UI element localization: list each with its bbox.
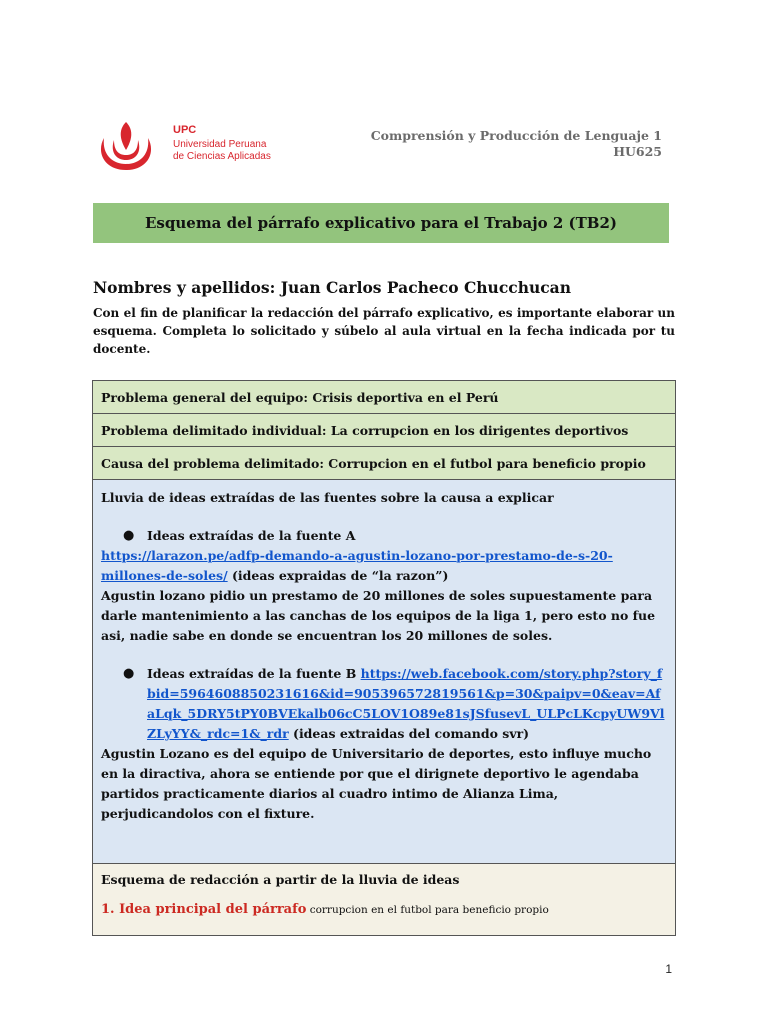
source-a-block (101, 546, 667, 586)
source-b-note: (ideas extraidas del comando svr) (288, 726, 530, 741)
main-idea-label: 1. Idea principal del párrafo (101, 902, 307, 917)
writing-scheme-cell (93, 864, 675, 935)
source-b-text: Agustin Lozano es del equipo de Universitario de deportes, esto influye mucho en la diractiva, ahora se entiende por que el dirignete deportivo le agendaba partidos practicamente diarios al cuadro intimo de Alianza Lima, perjudicandolos con el fixture. (101, 746, 652, 821)
main-idea (101, 901, 667, 917)
brainstorm-cell (93, 480, 675, 864)
logo-line-1: Universidad Peruana (173, 139, 267, 150)
upc-logo (94, 120, 294, 172)
source-a-label: Ideas extraídas de la fuente A (147, 528, 356, 543)
source-b-label: Ideas extraídas de la fuente B (147, 666, 361, 681)
general-problem-row: Problema general del equipo: Crisis deportiva en el Perú (93, 381, 675, 414)
page-number: 1 (665, 962, 672, 976)
scheme-table (92, 380, 676, 936)
course-code: HU625 (613, 144, 662, 159)
source-b-content (147, 664, 667, 744)
scheme-heading: Esquema de redacción a partir de la lluvia de ideas (101, 872, 460, 887)
source-a-note: (ideas expraidas de “la razon”) (227, 568, 449, 583)
upc-flame-icon (94, 120, 158, 172)
course-header (371, 128, 662, 160)
course-name: Comprensión y Producción de Lenguaje 1 (370, 128, 662, 143)
intro-paragraph: Con el fin de planificar la redacción del párrafo explicativo, es importante elaborar un esquema. Completa lo solicitado y súbelo al aula virtual en la fecha indicada por tu docente. (93, 306, 675, 356)
source-b-bullet (123, 664, 667, 744)
source-a-text: Agustin lozano pidio un prestamo de 20 millones de soles supuestamente para darle mantenimiento a las canchas de los equipos de la liga 1, pero esto no fue asi, nadie sabe en donde se encuentran los 20 millones de soles. (101, 588, 656, 643)
bullet-icon: ● (123, 666, 135, 681)
source-b-link[interactable]: https://web.facebook.com/story.php?story_fbid=5964608850231616&id=905396572819561&p=30&paipv=0&eav=AfaLqk_5DRY5tPY0BVEkalb06cC5LOV1O89e81sJSfusevL_ULPcLKcpyUW9VlZLyYY&_rdc=1&_rdr (147, 666, 665, 741)
bullet-icon: ● (123, 528, 135, 543)
main-idea-value: corrupcion en el futbol para beneficio propio (306, 904, 549, 916)
cause-row: Causa del problema delimitado: Corrupcion en el futbol para beneficio propio (93, 447, 675, 480)
delimited-problem-row: Problema delimitado individual: La corrupcion en los dirigentes deportivos (93, 414, 675, 447)
document-title: Esquema del párrafo explicativo para el Trabajo 2 (TB2) (145, 214, 617, 232)
student-name: Nombres y apellidos: Juan Carlos Pacheco Chucchucan (93, 278, 571, 297)
logo-line-2: de Ciencias Aplicadas (173, 151, 271, 162)
brainstorm-heading: Lluvia de ideas extraídas de las fuentes sobre la causa a explicar (101, 490, 554, 505)
source-a-link[interactable]: https://larazon.pe/adfp-demando-a-agustin-lozano-por-prestamo-de-s-20-millones-de-soles/ (101, 548, 613, 583)
source-a-bullet (123, 526, 667, 546)
document-title-banner (93, 203, 669, 243)
logo-brand: UPC (173, 124, 197, 136)
